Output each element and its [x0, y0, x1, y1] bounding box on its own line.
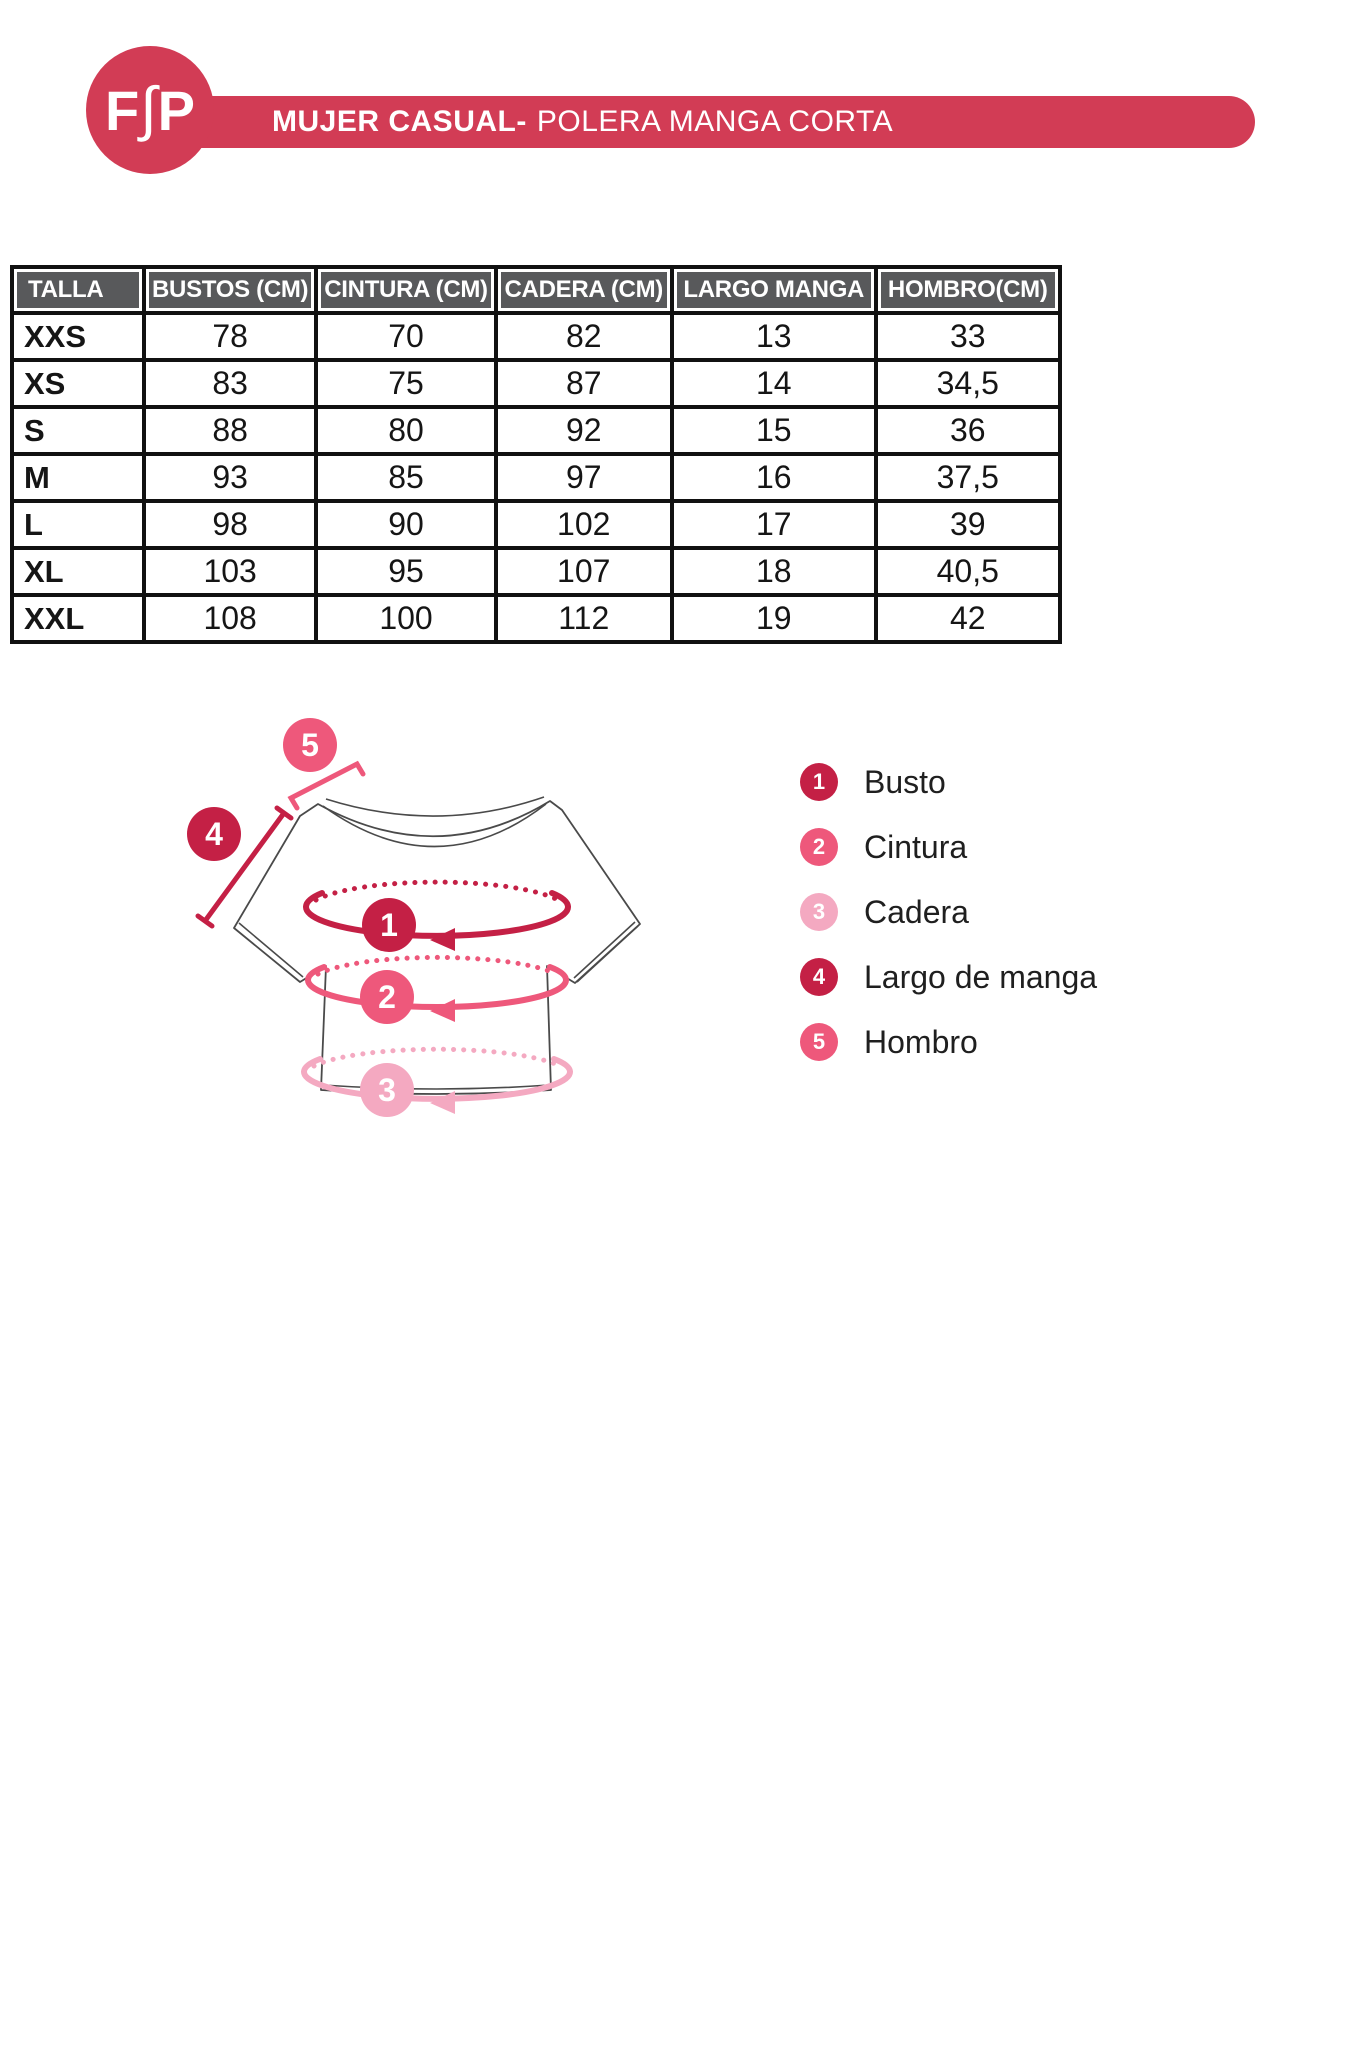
legend-label: Busto	[864, 763, 946, 800]
measurement-cell: 108	[144, 595, 316, 642]
measurement-cell: 85	[316, 454, 495, 501]
title-bold: MUJER CASUAL-	[272, 105, 527, 138]
measurement-cell: 87	[496, 360, 672, 407]
legend-label: Hombro	[864, 1023, 978, 1060]
measurement-cell: 112	[496, 595, 672, 642]
collar-arc-back	[326, 797, 544, 816]
table-row	[12, 360, 1060, 407]
measurement-cell: 82	[496, 313, 672, 360]
column-header: HOMBRO(CM)	[876, 267, 1060, 313]
column-header: TALLA	[12, 267, 144, 313]
legend-badge: 4	[800, 958, 838, 996]
measurement-cell: 75	[316, 360, 495, 407]
legend-item	[800, 1023, 1097, 1061]
legend-label: Cintura	[864, 828, 968, 865]
measurement-cell: 98	[144, 501, 316, 548]
legend-badge: 1	[800, 763, 838, 801]
size-table-body	[12, 313, 1060, 642]
size-label-cell: XXL	[12, 595, 144, 642]
size-table-head	[12, 267, 1060, 313]
measurement-cell: 33	[876, 313, 1060, 360]
header-row	[12, 267, 1060, 313]
logo-squiggle-icon: ∫	[140, 74, 157, 142]
measurement-cell: 102	[496, 501, 672, 548]
logo-letter-f: F	[104, 78, 140, 142]
measurement-cell: 70	[316, 313, 495, 360]
legend	[800, 763, 1097, 1088]
title-banner	[150, 96, 1255, 148]
measurement-cell: 14	[672, 360, 876, 407]
title-regular: POLERA MANGA CORTA	[536, 105, 894, 138]
legend-item	[800, 763, 1097, 801]
size-label-cell: XS	[12, 360, 144, 407]
measurement-cell: 92	[496, 407, 672, 454]
measurement-cell: 19	[672, 595, 876, 642]
marker-2-number: 2	[378, 979, 396, 1015]
table-row	[12, 548, 1060, 595]
tshirt-outline	[234, 801, 640, 1094]
legend-item	[800, 958, 1097, 996]
measurement-cell: 107	[496, 548, 672, 595]
table-row	[12, 313, 1060, 360]
size-label-cell: M	[12, 454, 144, 501]
measurement-cell: 90	[316, 501, 495, 548]
column-header: BUSTOS (CM)	[144, 267, 316, 313]
measurement-cell: 95	[316, 548, 495, 595]
table-row	[12, 501, 1060, 548]
product-title	[150, 96, 1255, 148]
legend-badge: 3	[800, 893, 838, 931]
measurement-cell: 97	[496, 454, 672, 501]
size-label-cell: XL	[12, 548, 144, 595]
legend-label: Largo de manga	[864, 958, 1098, 995]
size-label-cell: S	[12, 407, 144, 454]
table-row	[12, 407, 1060, 454]
measurement-cell: 16	[672, 454, 876, 501]
measurement-cell: 83	[144, 360, 316, 407]
tshirt-diagram	[150, 682, 710, 1122]
legend-badge: 2	[800, 828, 838, 866]
marker-5-number: 5	[301, 727, 319, 763]
measurement-cell: 100	[316, 595, 495, 642]
measurement-cell: 42	[876, 595, 1060, 642]
column-header: LARGO MANGA	[672, 267, 876, 313]
legend-item	[800, 893, 1097, 931]
measurement-cell: 36	[876, 407, 1060, 454]
legend-item	[800, 828, 1097, 866]
measurement-cell: 78	[144, 313, 316, 360]
measurement-cell: 93	[144, 454, 316, 501]
measurement-cell: 39	[876, 501, 1060, 548]
marker-1-number: 1	[380, 907, 398, 943]
size-label-cell: L	[12, 501, 144, 548]
legend-label: Cadera	[864, 893, 969, 930]
measurement-cell: 88	[144, 407, 316, 454]
measurement-cell: 13	[672, 313, 876, 360]
column-header: CINTURA (CM)	[316, 267, 495, 313]
fsp-logo	[86, 46, 214, 174]
marker-3-number: 3	[378, 1072, 396, 1108]
table-row	[12, 595, 1060, 642]
measurement-cell: 18	[672, 548, 876, 595]
table-row	[12, 454, 1060, 501]
size-label-cell: XXS	[12, 313, 144, 360]
measurement-cell: 40,5	[876, 548, 1060, 595]
measurement-cell: 15	[672, 407, 876, 454]
measurement-cell: 103	[144, 548, 316, 595]
measurement-cell: 17	[672, 501, 876, 548]
measurement-cell: 80	[316, 407, 495, 454]
legend-badge: 5	[800, 1023, 838, 1061]
column-header: CADERA (CM)	[496, 267, 672, 313]
marker-4-number: 4	[205, 816, 223, 852]
measurement-cell: 37,5	[876, 454, 1060, 501]
logo-letter-p: P	[157, 78, 195, 142]
measurement-cell: 34,5	[876, 360, 1060, 407]
size-table	[10, 265, 1062, 644]
